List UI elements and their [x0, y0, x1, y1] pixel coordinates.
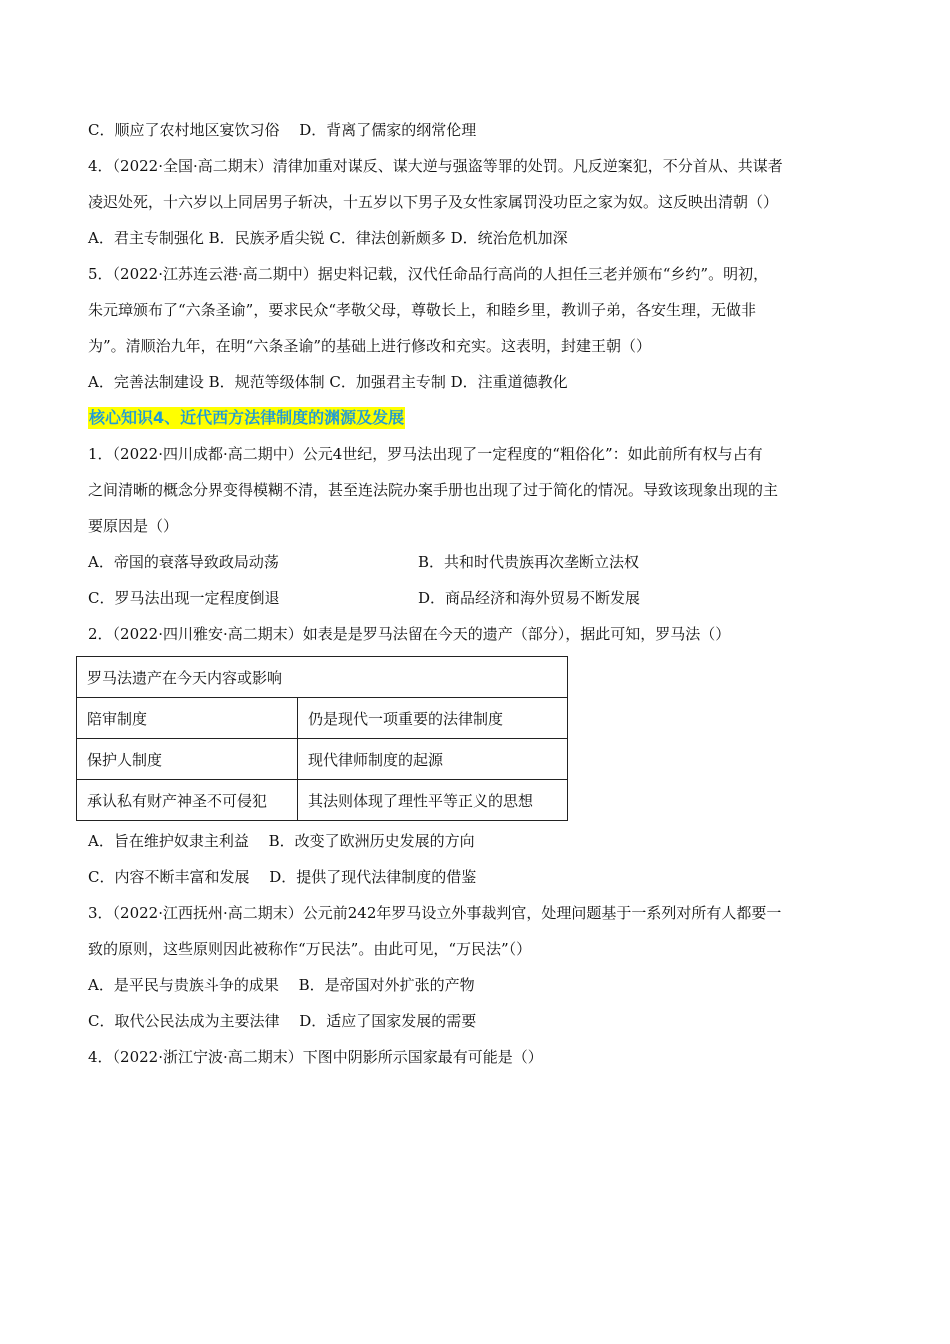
- question-options: A．君主专制强化 B．民族矛盾尖锐 C．律法创新颇多 D．统治危机加深: [88, 229, 568, 247]
- table-row: [77, 739, 568, 780]
- table-cell: 保护人制度: [77, 739, 298, 780]
- document-page: [88, 112, 863, 1075]
- table-row: [77, 698, 568, 739]
- question-text-line: 为”。清顺治九年，在明“六条圣谕”的基础上进行修改和充实。这表明，封建王朝（）: [88, 337, 652, 355]
- table-cell: 陪审制度: [77, 698, 298, 739]
- option-b: B．共和时代贵族再次垄断立法权: [418, 553, 640, 571]
- question-options: A．是平民与贵族斗争的成果 B．是帝国对外扩张的产物: [88, 976, 475, 994]
- question-text-line: 4．（2022·全国·高二期末）清律加重对谋反、谋大逆与强盗等罪的处罚。凡反逆案犯，不分首从、共谋者: [88, 157, 783, 175]
- question-text-line: 5．（2022·江苏连云港·高二期中）据史料记载，汉代任命品行高尚的人担任三老并颁布“乡约”。明初，: [88, 265, 769, 283]
- prev-question-options: C．顺应了农村地区宴饮习俗 D．背离了儒家的纲常伦理: [88, 121, 477, 139]
- table-header-cell: 罗马法遗产在今天内容或影响: [77, 657, 568, 698]
- question-options: A．旨在维护奴隶主利益 B．改变了欧洲历史发展的方向: [88, 832, 475, 850]
- question-options-row: [88, 544, 863, 580]
- section-question-4: [88, 1039, 863, 1075]
- question-text-line: 2．（2022·四川雅安·高二期末）如表是是罗马法留在今天的遗产（部分），据此可知，罗马法（）: [88, 625, 731, 643]
- section-heading: 核心知识4、近代西方法律制度的渊源及发展: [89, 408, 405, 427]
- table-cell: 仍是现代一项重要的法律制度: [298, 698, 568, 739]
- table-cell: 现代律师制度的起源: [298, 739, 568, 780]
- table-cell: 承认私有财产神圣不可侵犯: [77, 780, 298, 821]
- question-text-line: 3．（2022·江西抚州·高二期末）公元前242年罗马设立外事裁判官，处理问题基于一系列对所有人都要一: [88, 904, 782, 922]
- question-text-line: 1．（2022·四川成都·高二期中）公元4世纪，罗马法出现了一定程度的“粗俗化”：如此前所有权与占有: [88, 445, 763, 463]
- roman-law-table: [76, 656, 568, 821]
- question-5: [88, 256, 863, 400]
- question-text-line: 4．（2022·浙江宁波·高二期末）下图中阴影所示国家最有可能是（）: [88, 1048, 543, 1066]
- question-options: C．取代公民法成为主要法律 D．适应了国家发展的需要: [88, 1012, 477, 1030]
- section-question-3: [88, 895, 863, 1039]
- table-header-row: [77, 657, 568, 698]
- table-cell: 其法则体现了理性平等正义的思想: [298, 780, 568, 821]
- section-question-1: [88, 436, 863, 616]
- question-text-line: 凌迟处死，十六岁以上同居男子斩决，十五岁以下男子及女性家属罚没功臣之家为奴。这反映出清朝（）: [88, 193, 779, 211]
- question-4: [88, 148, 863, 256]
- question-text-line: 朱元璋颁布了“六条圣谕”，要求民众“孝敬父母，尊敬长上，和睦乡里，教训子弟，各安生理，无做非: [88, 301, 757, 319]
- question-options: A．完善法制建设 B．规范等级体制 C．加强君主专制 D．注重道德教化: [88, 373, 568, 391]
- section-question-2: [88, 616, 863, 895]
- question-text-line: 之间清晰的概念分界变得模糊不清，甚至连法院办案手册也出现了过于简化的情况。导致该现象出现的主: [88, 481, 779, 499]
- option-c: C．罗马法出现一定程度倒退: [88, 589, 280, 607]
- option-a: A．帝国的衰落导致政局动荡: [88, 553, 279, 571]
- question-text-line: 要原因是（）: [88, 517, 179, 535]
- table-row: [77, 780, 568, 821]
- question-options-row: [88, 580, 863, 616]
- question-options: C．内容不断丰富和发展 D．提供了现代法律制度的借鉴: [88, 868, 477, 886]
- question-text-line: 致的原则，这些原则因此被称作“万民法”。由此可见，“万民法”（）: [88, 940, 532, 958]
- option-d: D．商品经济和海外贸易不断发展: [418, 589, 641, 607]
